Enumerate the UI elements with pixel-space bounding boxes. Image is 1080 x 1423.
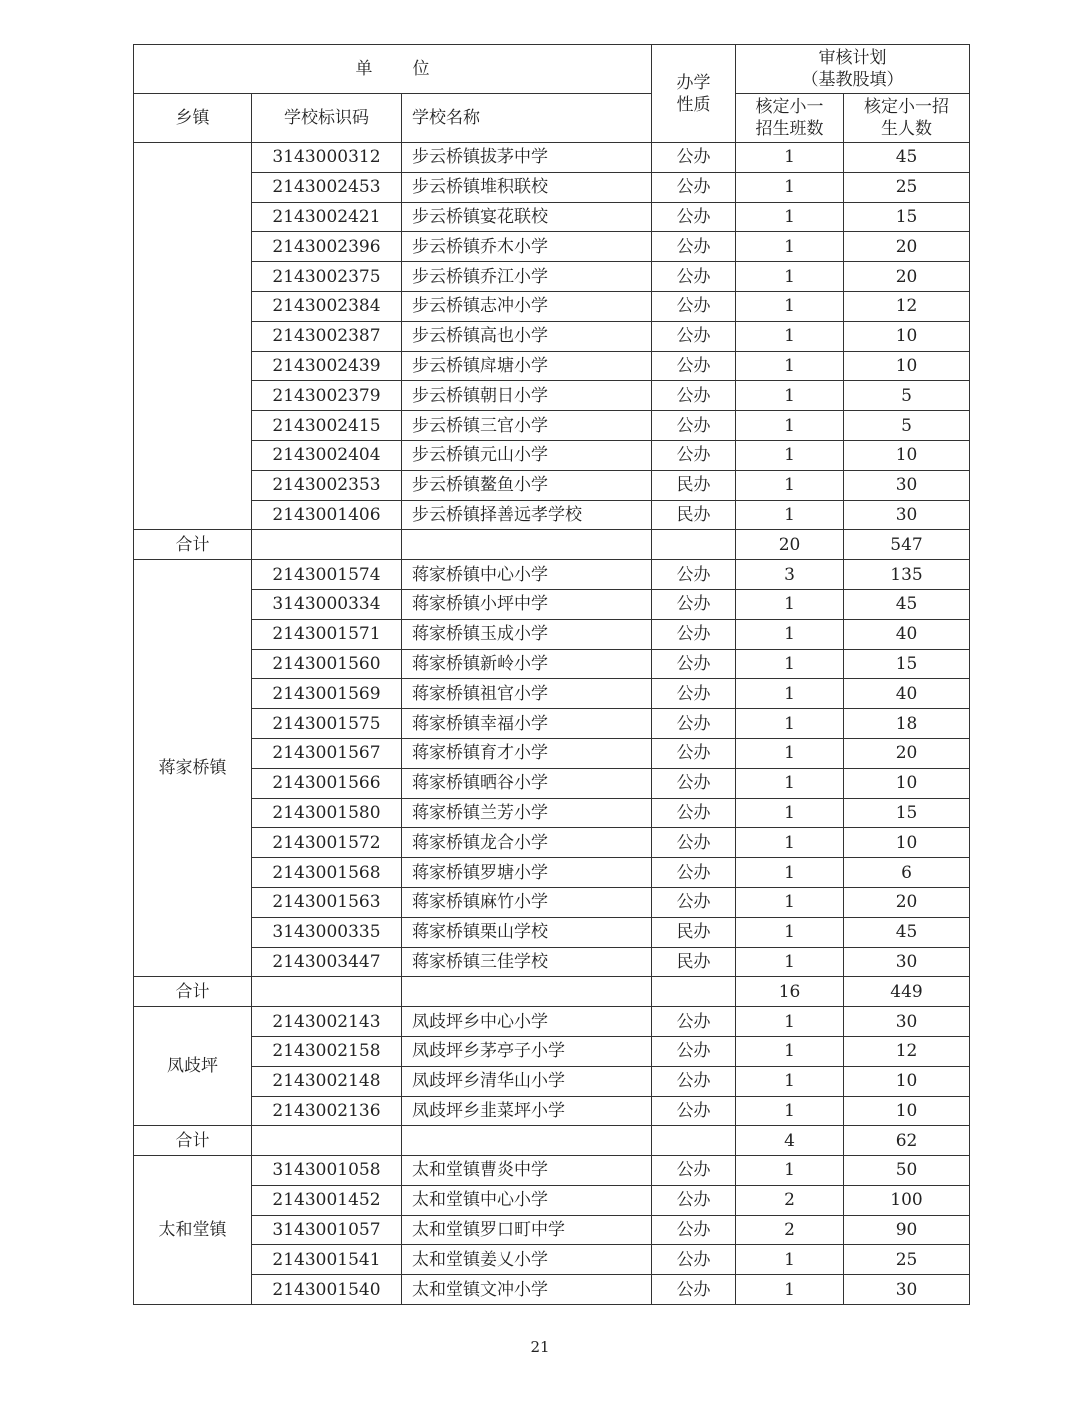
students-cell: 5 — [844, 411, 970, 441]
nature-cell: 公办 — [652, 440, 736, 470]
school-name-cell: 步云桥镇志冲小学 — [402, 291, 652, 321]
town-cell: 凤歧坪 — [134, 1007, 252, 1126]
school-code-cell: 2143001560 — [252, 649, 402, 679]
school-name-cell: 太和堂镇中心小学 — [402, 1185, 652, 1215]
nature-cell: 公办 — [652, 560, 736, 590]
table-row — [134, 440, 970, 470]
classes-cell: 3 — [736, 560, 844, 590]
classes-cell: 1 — [736, 1066, 844, 1096]
students-cell: 30 — [844, 500, 970, 530]
nature-cell: 公办 — [652, 1215, 736, 1245]
school-name-cell: 步云桥镇高也小学 — [402, 321, 652, 351]
classes-cell: 1 — [736, 858, 844, 888]
school-name-cell: 凤歧坪乡茅亭子小学 — [402, 1036, 652, 1066]
nature-cell: 公办 — [652, 858, 736, 888]
table-row — [134, 1096, 970, 1126]
classes-cell: 1 — [736, 321, 844, 351]
students-cell: 10 — [844, 1096, 970, 1126]
students-cell: 100 — [844, 1185, 970, 1215]
header-town: 乡镇 — [134, 94, 252, 143]
school-code-cell: 3143000334 — [252, 589, 402, 619]
table-row — [134, 709, 970, 739]
classes-cell: 1 — [736, 1036, 844, 1066]
school-code-cell: 2143001563 — [252, 887, 402, 917]
school-code-cell: 2143001572 — [252, 828, 402, 858]
total-row — [134, 977, 970, 1007]
table-row — [134, 619, 970, 649]
table-row — [134, 351, 970, 381]
table-row — [134, 828, 970, 858]
table-row — [134, 858, 970, 888]
school-code-cell: 3143000335 — [252, 917, 402, 947]
table-row — [134, 262, 970, 292]
nature-cell: 公办 — [652, 1066, 736, 1096]
students-cell: 45 — [844, 143, 970, 173]
school-code-cell: 2143001580 — [252, 798, 402, 828]
students-cell: 12 — [844, 291, 970, 321]
classes-cell: 1 — [736, 232, 844, 262]
header-students-text: 核定小一招生人数 — [864, 97, 950, 139]
classes-cell: 1 — [736, 470, 844, 500]
school-name-cell: 步云桥镇择善远孝学校 — [402, 500, 652, 530]
students-cell: 15 — [844, 649, 970, 679]
header-nature-text: 办学性质 — [676, 72, 711, 115]
nature-cell: 公办 — [652, 589, 736, 619]
nature-cell: 公办 — [652, 828, 736, 858]
table-row — [134, 768, 970, 798]
school-code-cell: 2143002384 — [252, 291, 402, 321]
nature-cell: 公办 — [652, 887, 736, 917]
classes-cell: 1 — [736, 738, 844, 768]
school-name-cell: 蒋家桥镇中心小学 — [402, 560, 652, 590]
header-unit: 单位 — [134, 45, 652, 94]
school-code-cell: 2143002404 — [252, 440, 402, 470]
classes-cell: 1 — [736, 1007, 844, 1037]
school-code-cell: 3143001058 — [252, 1156, 402, 1186]
nature-cell: 公办 — [652, 143, 736, 173]
table-row — [134, 381, 970, 411]
empty-cell — [402, 530, 652, 560]
nature-cell: 公办 — [652, 172, 736, 202]
school-name-cell: 蒋家桥镇新岭小学 — [402, 649, 652, 679]
table-row — [134, 649, 970, 679]
students-cell: 30 — [844, 1275, 970, 1305]
students-cell: 20 — [844, 887, 970, 917]
classes-cell: 1 — [736, 619, 844, 649]
classes-cell: 1 — [736, 768, 844, 798]
school-code-cell: 2143002148 — [252, 1066, 402, 1096]
school-code-cell: 2143001452 — [252, 1185, 402, 1215]
classes-cell: 1 — [736, 947, 844, 977]
school-name-cell: 蒋家桥镇栗山学校 — [402, 917, 652, 947]
students-cell: 50 — [844, 1156, 970, 1186]
classes-cell: 1 — [736, 1096, 844, 1126]
table-row — [134, 172, 970, 202]
classes-cell: 1 — [736, 649, 844, 679]
classes-cell: 1 — [736, 589, 844, 619]
table-row — [134, 887, 970, 917]
school-name-cell: 蒋家桥镇三佳学校 — [402, 947, 652, 977]
total-students-cell: 449 — [844, 977, 970, 1007]
header-plan — [736, 45, 970, 94]
students-cell: 20 — [844, 738, 970, 768]
school-name-cell: 步云桥镇堆积联校 — [402, 172, 652, 202]
nature-cell: 公办 — [652, 232, 736, 262]
students-cell: 90 — [844, 1215, 970, 1245]
students-cell: 12 — [844, 1036, 970, 1066]
school-name-cell: 步云桥镇朝日小学 — [402, 381, 652, 411]
students-cell: 15 — [844, 798, 970, 828]
school-name-cell: 凤歧坪乡清华山小学 — [402, 1066, 652, 1096]
nature-cell: 公办 — [652, 411, 736, 441]
students-cell: 10 — [844, 1066, 970, 1096]
page-number: 21 — [530, 1338, 550, 1356]
school-name-cell: 蒋家桥镇麻竹小学 — [402, 887, 652, 917]
table-row — [134, 589, 970, 619]
header-nature — [652, 45, 736, 143]
students-cell: 45 — [844, 917, 970, 947]
school-code-cell: 2143002439 — [252, 351, 402, 381]
school-name-cell: 太和堂镇曹炎中学 — [402, 1156, 652, 1186]
nature-cell: 公办 — [652, 768, 736, 798]
table-row — [134, 1156, 970, 1186]
school-name-cell: 蒋家桥镇晒谷小学 — [402, 768, 652, 798]
school-name-cell: 蒋家桥镇兰芳小学 — [402, 798, 652, 828]
students-cell: 10 — [844, 828, 970, 858]
students-cell: 40 — [844, 619, 970, 649]
school-code-cell: 2143002158 — [252, 1036, 402, 1066]
nature-cell: 公办 — [652, 1245, 736, 1275]
classes-cell: 1 — [736, 440, 844, 470]
empty-cell — [652, 977, 736, 1007]
header-students — [844, 94, 970, 143]
students-cell: 30 — [844, 470, 970, 500]
table-row — [134, 1185, 970, 1215]
school-code-cell: 2143003447 — [252, 947, 402, 977]
total-label-cell: 合计 — [134, 977, 252, 1007]
table-row — [134, 798, 970, 828]
empty-cell — [652, 530, 736, 560]
total-label-cell: 合计 — [134, 530, 252, 560]
header-school: 学校名称 — [402, 94, 652, 143]
nature-cell: 公办 — [652, 1275, 736, 1305]
table-row — [134, 917, 970, 947]
table-row — [134, 500, 970, 530]
school-code-cell: 2143002453 — [252, 172, 402, 202]
classes-cell: 1 — [736, 143, 844, 173]
nature-cell: 民办 — [652, 500, 736, 530]
town-cell: 蒋家桥镇 — [134, 560, 252, 977]
nature-cell: 公办 — [652, 738, 736, 768]
table-row — [134, 1007, 970, 1037]
students-cell: 5 — [844, 381, 970, 411]
school-name-cell: 蒋家桥镇育才小学 — [402, 738, 652, 768]
students-cell: 20 — [844, 232, 970, 262]
students-cell: 30 — [844, 947, 970, 977]
classes-cell: 1 — [736, 887, 844, 917]
school-name-cell: 步云桥镇宴花联校 — [402, 202, 652, 232]
header-plan-line2: （基教股填） — [801, 70, 904, 90]
table-row — [134, 1066, 970, 1096]
empty-cell — [252, 977, 402, 1007]
school-name-cell: 步云桥镇元山小学 — [402, 440, 652, 470]
empty-cell — [652, 1126, 736, 1156]
classes-cell: 1 — [736, 709, 844, 739]
school-code-cell: 2143001567 — [252, 738, 402, 768]
total-students-cell: 62 — [844, 1126, 970, 1156]
total-classes-cell: 16 — [736, 977, 844, 1007]
town-cell: 太和堂镇 — [134, 1156, 252, 1305]
nature-cell: 公办 — [652, 649, 736, 679]
table-row — [134, 143, 970, 173]
empty-cell — [252, 1126, 402, 1156]
classes-cell: 1 — [736, 351, 844, 381]
table-row — [134, 1036, 970, 1066]
classes-cell: 1 — [736, 500, 844, 530]
school-code-cell: 2143002353 — [252, 470, 402, 500]
school-code-cell: 2143001566 — [252, 768, 402, 798]
school-name-cell: 太和堂镇姜乂小学 — [402, 1245, 652, 1275]
school-code-cell: 2143001569 — [252, 679, 402, 709]
classes-cell: 1 — [736, 1156, 844, 1186]
school-code-cell: 2143002396 — [252, 232, 402, 262]
nature-cell: 公办 — [652, 1185, 736, 1215]
nature-cell: 公办 — [652, 1007, 736, 1037]
classes-cell: 2 — [736, 1185, 844, 1215]
total-students-cell: 547 — [844, 530, 970, 560]
nature-cell: 民办 — [652, 947, 736, 977]
nature-cell: 公办 — [652, 351, 736, 381]
students-cell: 6 — [844, 858, 970, 888]
school-code-cell: 2143002136 — [252, 1096, 402, 1126]
classes-cell: 1 — [736, 172, 844, 202]
table-row — [134, 321, 970, 351]
header-classes — [736, 94, 844, 143]
total-classes-cell: 4 — [736, 1126, 844, 1156]
table-row — [134, 202, 970, 232]
students-cell: 135 — [844, 560, 970, 590]
school-code-cell: 2143001540 — [252, 1275, 402, 1305]
classes-cell: 1 — [736, 679, 844, 709]
students-cell: 25 — [844, 172, 970, 202]
school-name-cell: 蒋家桥镇玉成小学 — [402, 619, 652, 649]
total-row — [134, 530, 970, 560]
nature-cell: 公办 — [652, 1096, 736, 1126]
classes-cell: 1 — [736, 291, 844, 321]
students-cell: 45 — [844, 589, 970, 619]
school-name-cell: 蒋家桥镇祖官小学 — [402, 679, 652, 709]
school-name-cell: 太和堂镇文冲小学 — [402, 1275, 652, 1305]
school-code-cell: 3143000312 — [252, 143, 402, 173]
students-cell: 10 — [844, 351, 970, 381]
school-name-cell: 凤歧坪乡韭菜坪小学 — [402, 1096, 652, 1126]
table-row — [134, 470, 970, 500]
classes-cell: 1 — [736, 1275, 844, 1305]
nature-cell: 公办 — [652, 262, 736, 292]
table-row — [134, 738, 970, 768]
school-code-cell: 2143001568 — [252, 858, 402, 888]
header-code: 学校标识码 — [252, 94, 402, 143]
header-classes-text: 核定小一招生班数 — [755, 97, 824, 139]
school-name-cell: 步云桥镇三官小学 — [402, 411, 652, 441]
table-row — [134, 1215, 970, 1245]
table-row — [134, 232, 970, 262]
school-name-cell: 步云桥镇戽塘小学 — [402, 351, 652, 381]
table-row — [134, 1275, 970, 1305]
students-cell: 10 — [844, 768, 970, 798]
nature-cell: 民办 — [652, 470, 736, 500]
students-cell: 30 — [844, 1007, 970, 1037]
students-cell: 25 — [844, 1245, 970, 1275]
classes-cell: 2 — [736, 1215, 844, 1245]
school-code-cell: 2143001406 — [252, 500, 402, 530]
nature-cell: 公办 — [652, 619, 736, 649]
students-cell: 40 — [844, 679, 970, 709]
classes-cell: 1 — [736, 828, 844, 858]
school-name-cell: 步云桥镇乔江小学 — [402, 262, 652, 292]
school-name-cell: 太和堂镇罗口町中学 — [402, 1215, 652, 1245]
students-cell: 15 — [844, 202, 970, 232]
empty-cell — [402, 1126, 652, 1156]
school-name-cell: 步云桥镇鳌鱼小学 — [402, 470, 652, 500]
school-code-cell: 2143002379 — [252, 381, 402, 411]
school-name-cell: 凤歧坪乡中心小学 — [402, 1007, 652, 1037]
school-name-cell: 步云桥镇乔木小学 — [402, 232, 652, 262]
empty-cell — [252, 530, 402, 560]
classes-cell: 1 — [736, 798, 844, 828]
school-code-cell: 2143002375 — [252, 262, 402, 292]
nature-cell: 公办 — [652, 709, 736, 739]
students-cell: 10 — [844, 440, 970, 470]
classes-cell: 1 — [736, 202, 844, 232]
empty-cell — [402, 977, 652, 1007]
classes-cell: 1 — [736, 262, 844, 292]
classes-cell: 1 — [736, 1245, 844, 1275]
table-row — [134, 411, 970, 441]
school-code-cell: 2143001571 — [252, 619, 402, 649]
town-cell — [134, 143, 252, 530]
table-row — [134, 560, 970, 590]
table-row — [134, 947, 970, 977]
table-row — [134, 679, 970, 709]
table-row — [134, 291, 970, 321]
total-classes-cell: 20 — [736, 530, 844, 560]
school-code-cell: 2143002415 — [252, 411, 402, 441]
header-plan-line1: 审核计划 — [818, 48, 887, 68]
classes-cell: 1 — [736, 917, 844, 947]
nature-cell: 公办 — [652, 1156, 736, 1186]
school-name-cell: 蒋家桥镇小坪中学 — [402, 589, 652, 619]
school-code-cell: 2143002387 — [252, 321, 402, 351]
nature-cell: 公办 — [652, 381, 736, 411]
classes-cell: 1 — [736, 411, 844, 441]
school-code-cell: 2143001541 — [252, 1245, 402, 1275]
total-row — [134, 1126, 970, 1156]
classes-cell: 1 — [736, 381, 844, 411]
school-code-cell: 2143001574 — [252, 560, 402, 590]
nature-cell: 公办 — [652, 798, 736, 828]
nature-cell: 公办 — [652, 202, 736, 232]
nature-cell: 公办 — [652, 291, 736, 321]
school-code-cell: 2143001575 — [252, 709, 402, 739]
school-name-cell: 蒋家桥镇龙合小学 — [402, 828, 652, 858]
students-cell: 10 — [844, 321, 970, 351]
school-name-cell: 步云桥镇拔茅中学 — [402, 143, 652, 173]
enrollment-table — [133, 44, 970, 1305]
students-cell: 20 — [844, 262, 970, 292]
school-name-cell: 蒋家桥镇罗塘小学 — [402, 858, 652, 888]
nature-cell: 公办 — [652, 679, 736, 709]
school-code-cell: 2143002421 — [252, 202, 402, 232]
table-row — [134, 1245, 970, 1275]
students-cell: 18 — [844, 709, 970, 739]
table-body — [134, 143, 970, 1305]
nature-cell: 民办 — [652, 917, 736, 947]
nature-cell: 公办 — [652, 321, 736, 351]
school-code-cell: 2143002143 — [252, 1007, 402, 1037]
school-code-cell: 3143001057 — [252, 1215, 402, 1245]
total-label-cell: 合计 — [134, 1126, 252, 1156]
nature-cell: 公办 — [652, 1036, 736, 1066]
school-name-cell: 蒋家桥镇幸福小学 — [402, 709, 652, 739]
